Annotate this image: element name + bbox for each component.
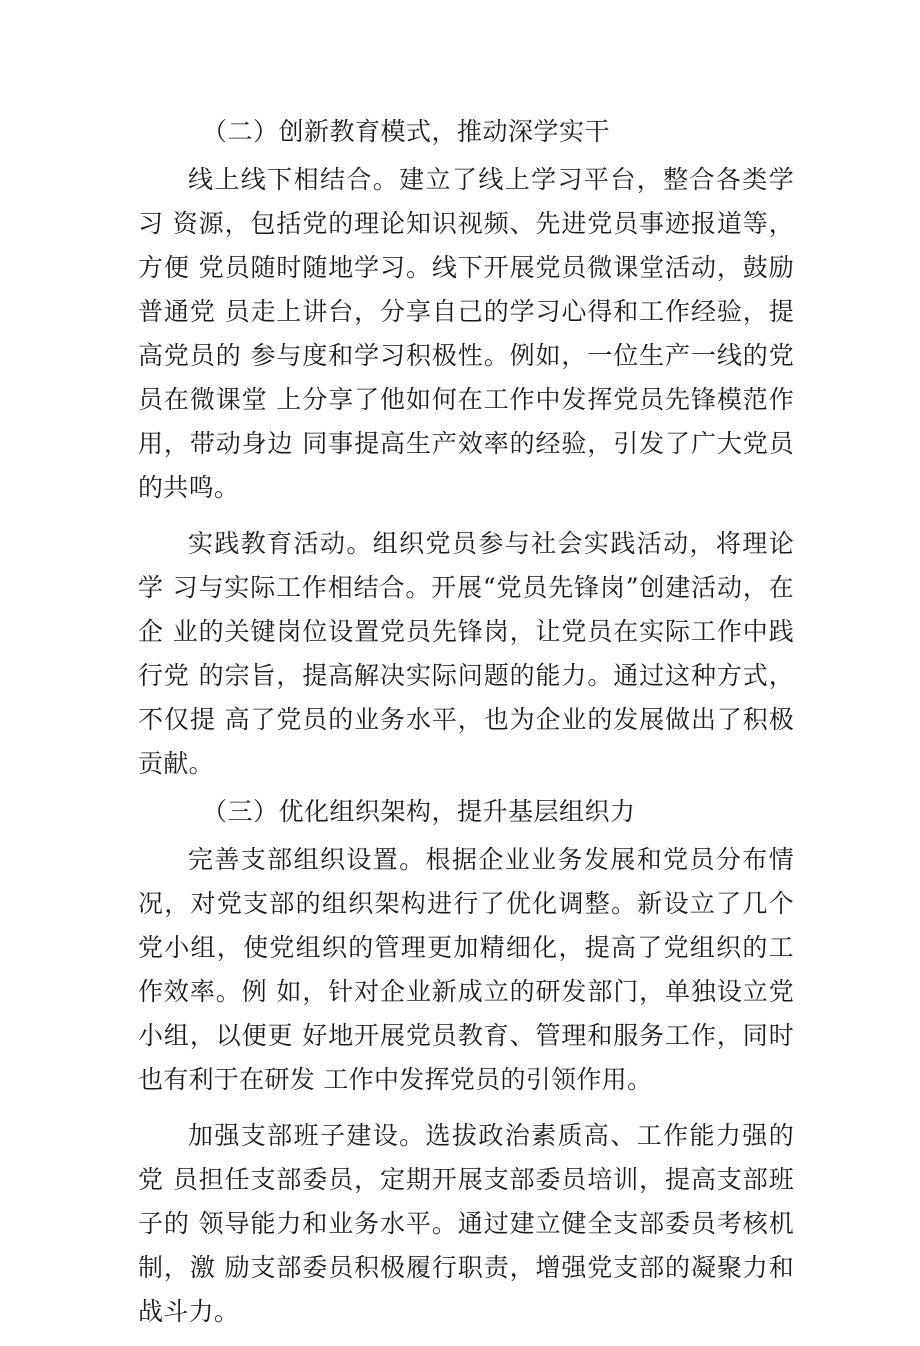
paragraph-practice-education: 实践教育活动。组织党员参与社会实践活动，将理论学 习与实际工作相结合。开展“党员先锋岗”创建活动，在企 业的关键岗位设置党员先锋岗，让党员在实际工作中践行党 的宗旨，提高解决实际问题的能力。通过这种方式，不仅提 高了党员的业务水平，也为企业的发展做出了积极贡献。 (138, 529, 794, 778)
paragraph-branch-team: 加强支部班子建设。选拔政治素质高、工作能力强的党 员担任支部委员，定期开展支部委员培训，提高支部班子的 领导能力和业务水平。通过建立健全支部委员考核机制，激 励支部委员积极履行职责，增强党支部的凝聚力和战斗力。 (138, 1121, 794, 1326)
paragraph-online-offline: 线上线下相结合。建立了线上学习平台，整合各类学习 资源，包括党的理论知识视频、先进党员事迹报道等，方便 党员随时随地学习。线下开展党员微课堂活动，鼓励普通党 员走上讲台，分享自己的学习心得和工作经验，提高党员的 参与度和学习积极性。例如，一位生产一线的党员在微课堂 上分享了他如何在工作中发挥党员先锋模范作用，带动身边 同事提高生产效率的经验，引发了广大党员的共鸣。 (138, 165, 794, 502)
section-heading-innovate-education: （二）创新教育模式，推动深学实干 (202, 117, 611, 146)
document-body (138, 110, 794, 1346)
section-heading-optimize-organization: （三）优化组织架构，提升基层组织力 (202, 797, 636, 826)
paragraph-branch-setup: 完善支部组织设置。根据企业业务发展和党员分布情况，对党支部的组织架构进行了优化调整。新设立了几个党小组，使党组织的管理更加精细化，提高了党组织的工作效率。例 如，针对企业新成立的研发部门，单独设立党小组，以便更 好地开展党员教育、管理和服务工作，同时也有利于在研发 工作中发挥党员的引领作用。 (138, 845, 794, 1094)
